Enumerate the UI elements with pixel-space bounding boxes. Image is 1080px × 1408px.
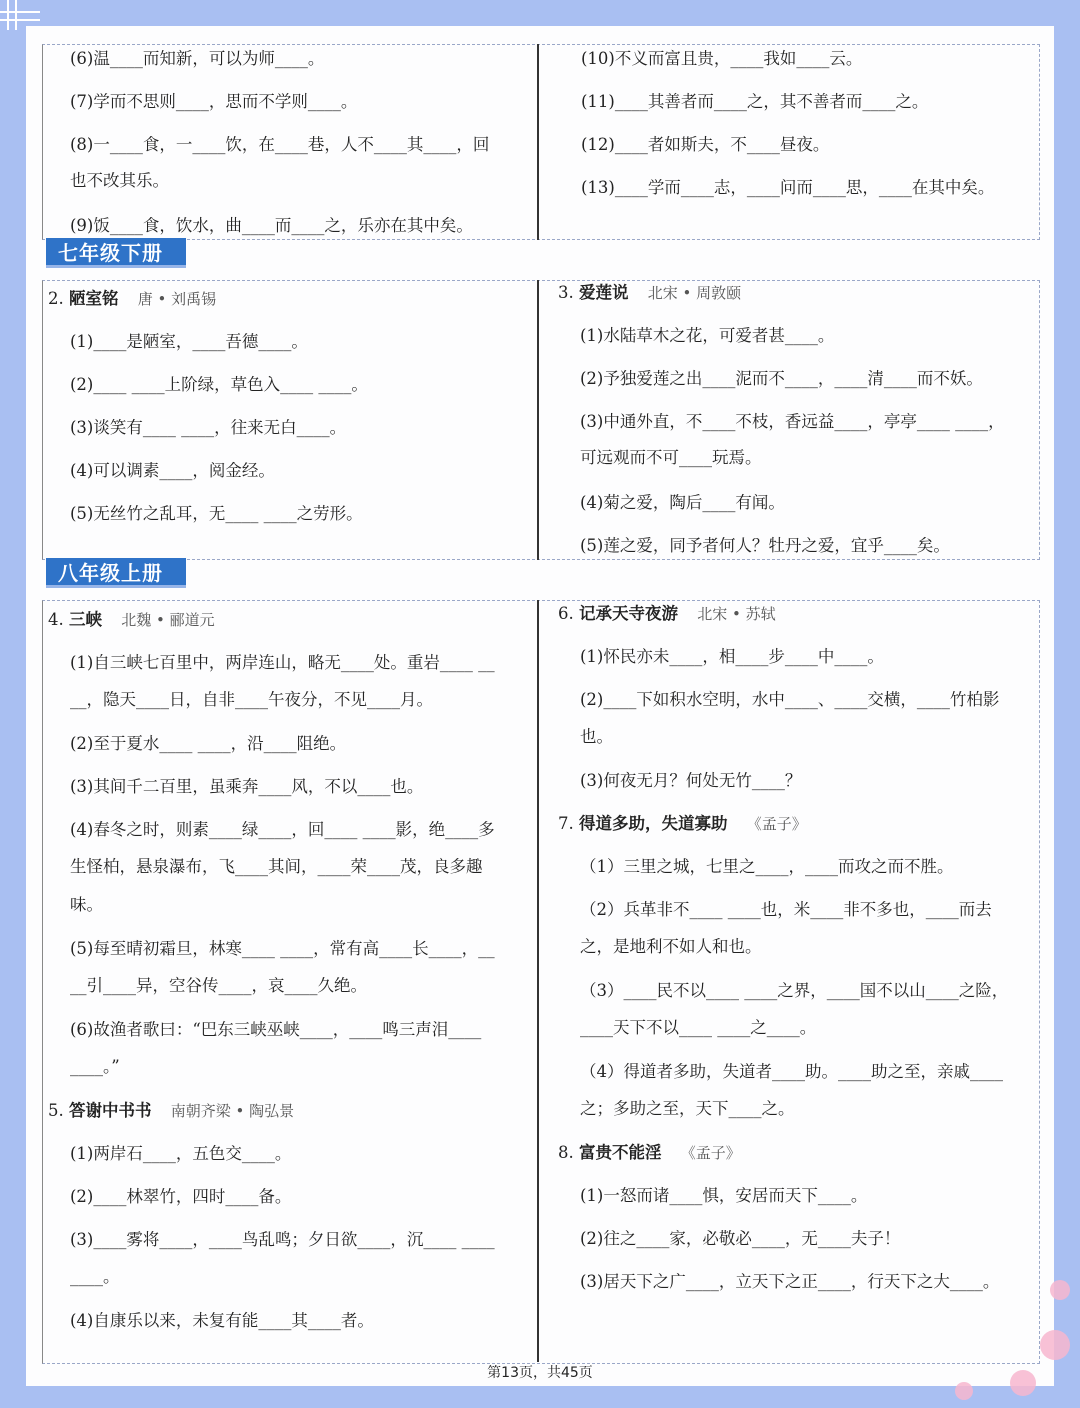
section-title: 爱莲说: [579, 283, 629, 302]
section-title: 得道多助，失道寡助: [579, 814, 728, 833]
blossom-decoration-icon: [1040, 1330, 1070, 1360]
text-line: 可远观而不可____玩焉。: [580, 448, 762, 467]
text-line: (9)饭____食，饮水，曲____而____之，乐亦在其中矣。: [70, 216, 473, 235]
section-title: 陋室铭: [69, 289, 119, 308]
text-line: (8)一____食，一____饮，在____巷，人不____其____，回: [70, 135, 490, 154]
mid-right-column: [558, 271, 1028, 567]
text-line: (6)温____而知新，可以为师____。: [70, 49, 325, 68]
text-line: (4)自康乐以来，未复有能____其____者。: [70, 1311, 374, 1330]
text-line: (5)无丝竹之乱耳，无____ ____之劳形。: [70, 504, 363, 523]
text-line: (4)可以调素____，阅金经。: [70, 461, 275, 480]
text-line: (3)中通外直，不____不枝，香远益____，亭亭____ ____，: [580, 412, 1005, 431]
text-line: 味。: [70, 895, 103, 914]
section-number: 6.: [558, 604, 574, 623]
text-line: (5)每至晴初霜旦，林寒____ ____，常有高____长____，__: [70, 939, 495, 958]
section-title: 答谢中书书: [69, 1101, 152, 1120]
text-line: (10)不义而富且贵，____我如____云。: [581, 49, 863, 68]
text-line: ____。: [70, 1267, 120, 1286]
bottom-right-column: [558, 592, 1030, 1303]
section-number: 3.: [558, 283, 574, 302]
text-line: (3)其间千二百里，虽乘奔____风，不以____也。: [70, 777, 424, 796]
text-line: 也不改其乐。: [70, 171, 169, 190]
text-line: （2）兵革非不____ ____也，米____非不多也，____而去: [580, 900, 992, 919]
text-line: ____。”: [70, 1057, 120, 1076]
section-banner-grade8: 八年级上册: [46, 558, 186, 588]
top-left-column: [70, 37, 530, 247]
text-line: (13)____学而____志，____问而____思，____在其中矣。: [581, 178, 995, 197]
section-author: 唐 • 刘禹锡: [137, 290, 217, 308]
section-number: 7.: [558, 814, 574, 833]
section-number: 2.: [48, 289, 64, 308]
section-author: 北魏 • 郦道元: [121, 611, 215, 629]
text-line: (2)____下如积水空明，水中____、____交横，____竹柏影: [580, 690, 1000, 709]
text-line: (3)居天下之广____，立天下之正____，行天下之大____。: [580, 1272, 1000, 1291]
bottom-left-column: [48, 598, 530, 1342]
text-line: (4)菊之爱，陶后____有闻。: [580, 493, 785, 512]
section-heading: [558, 1131, 1030, 1174]
text-line: 之；多助之至，天下____之。: [580, 1099, 795, 1118]
text-line: __引____异，空谷传____，哀____久绝。: [70, 976, 367, 995]
text-line: (4)春冬之时，则素____绿____，回____ ____影，绝____多: [70, 820, 495, 839]
text-line: （4）得道者多助，失道者____助。____助之至，亲戚____: [580, 1062, 1003, 1081]
section-heading: [558, 271, 1028, 314]
section-author: 南朝齐梁 • 陶弘景: [170, 1102, 295, 1120]
section-title: 记承天寺夜游: [579, 604, 678, 623]
section-heading: [48, 598, 530, 641]
section-author: 《孟子》: [746, 815, 807, 833]
section-number: 8.: [558, 1143, 574, 1162]
blossom-decoration-icon: [955, 1382, 973, 1400]
page-footer: 第13页，共45页: [487, 1365, 593, 1381]
section-heading: [48, 1089, 530, 1132]
text-line: (1)____是陋室，____吾德____。: [70, 332, 308, 351]
section-title: 富贵不能淫: [579, 1143, 662, 1162]
section-author: 北宋 • 苏轼: [697, 605, 776, 623]
section-author: 《孟子》: [680, 1144, 741, 1162]
text-line: (7)学而不思则____，思而不学则____。: [70, 92, 358, 111]
text-line: (2)至于夏水____ ____，沿____阻绝。: [70, 734, 347, 753]
mid-left-column: [48, 277, 528, 535]
corner-hash-icon: [0, 0, 40, 30]
text-line: (12)____者如斯夫，不____昼夜。: [581, 135, 830, 154]
section-heading: [558, 802, 1030, 845]
text-line: 之，是地利不如人和也。: [580, 937, 762, 956]
text-line: (3)谈笑有____ ____，往来无白____。: [70, 418, 347, 437]
section-heading: [48, 277, 528, 320]
text-line: __，隐天____日，自非____午夜分，不见____月。: [70, 690, 433, 709]
text-line: ____天下不以____ ____之____。: [580, 1018, 817, 1037]
text-line: 也。: [580, 727, 613, 746]
section-title: 三峡: [69, 610, 102, 629]
section-banner-grade7: 七年级下册: [46, 238, 186, 268]
text-line: (1)水陆草木之花，可爱者甚____。: [580, 326, 835, 345]
section-number: 5.: [48, 1101, 64, 1120]
section-number: 4.: [48, 610, 64, 629]
top-right-column: [581, 37, 1031, 209]
section-heading: [558, 592, 1030, 635]
text-line: (2)予独爱莲之出____泥而不____，____清____而不妖。: [580, 369, 983, 388]
text-line: (1)一怒而诸____惧，安居而天下____。: [580, 1186, 868, 1205]
text-line: (3)____雾将____，____鸟乱鸣；夕日欲____，沉____ ____: [70, 1230, 495, 1249]
text-line: (1)怀民亦未____，相____步____中____。: [580, 647, 884, 666]
blossom-decoration-icon: [1010, 1370, 1036, 1396]
text-line: 生怪柏，悬泉瀑布，飞____其间，____荣____茂，良多趣: [70, 857, 483, 876]
text-line: （1）三里之城，七里之____，____而攻之而不胜。: [580, 857, 954, 876]
text-line: (2)往之____家，必敬必____，无____夫子！: [580, 1229, 901, 1248]
text-line: (11)____其善者而____之，其不善者而____之。: [581, 92, 929, 111]
text-line: (6)故渔者歌曰：“巴东三峡巫峡____，____鸣三声泪____: [70, 1020, 482, 1039]
blossom-decoration-icon: [1050, 1280, 1070, 1300]
text-line: (2)____林翠竹，四时____备。: [70, 1187, 292, 1206]
bottom-divider: [537, 600, 539, 1362]
text-line: (2)____ ____上阶绿，草色入____ ____。: [70, 375, 368, 394]
section-author: 北宋 • 周敦颐: [647, 284, 742, 302]
text-line: (1)两岸石____，五色交____。: [70, 1144, 292, 1163]
text-line: (1)自三峡七百里中，两岸连山，略无____处。重岩____ __: [70, 653, 495, 672]
text-line: (5)莲之爱，同予者何人？牡丹之爱，宜乎____矣。: [580, 536, 950, 555]
mid-divider: [537, 280, 539, 560]
top-divider: [537, 44, 539, 240]
text-line: (3)何夜无月？何处无竹____？: [580, 771, 802, 790]
text-line: （3）____民不以____ ____之界，____国不以山____之险，: [580, 981, 1009, 1000]
